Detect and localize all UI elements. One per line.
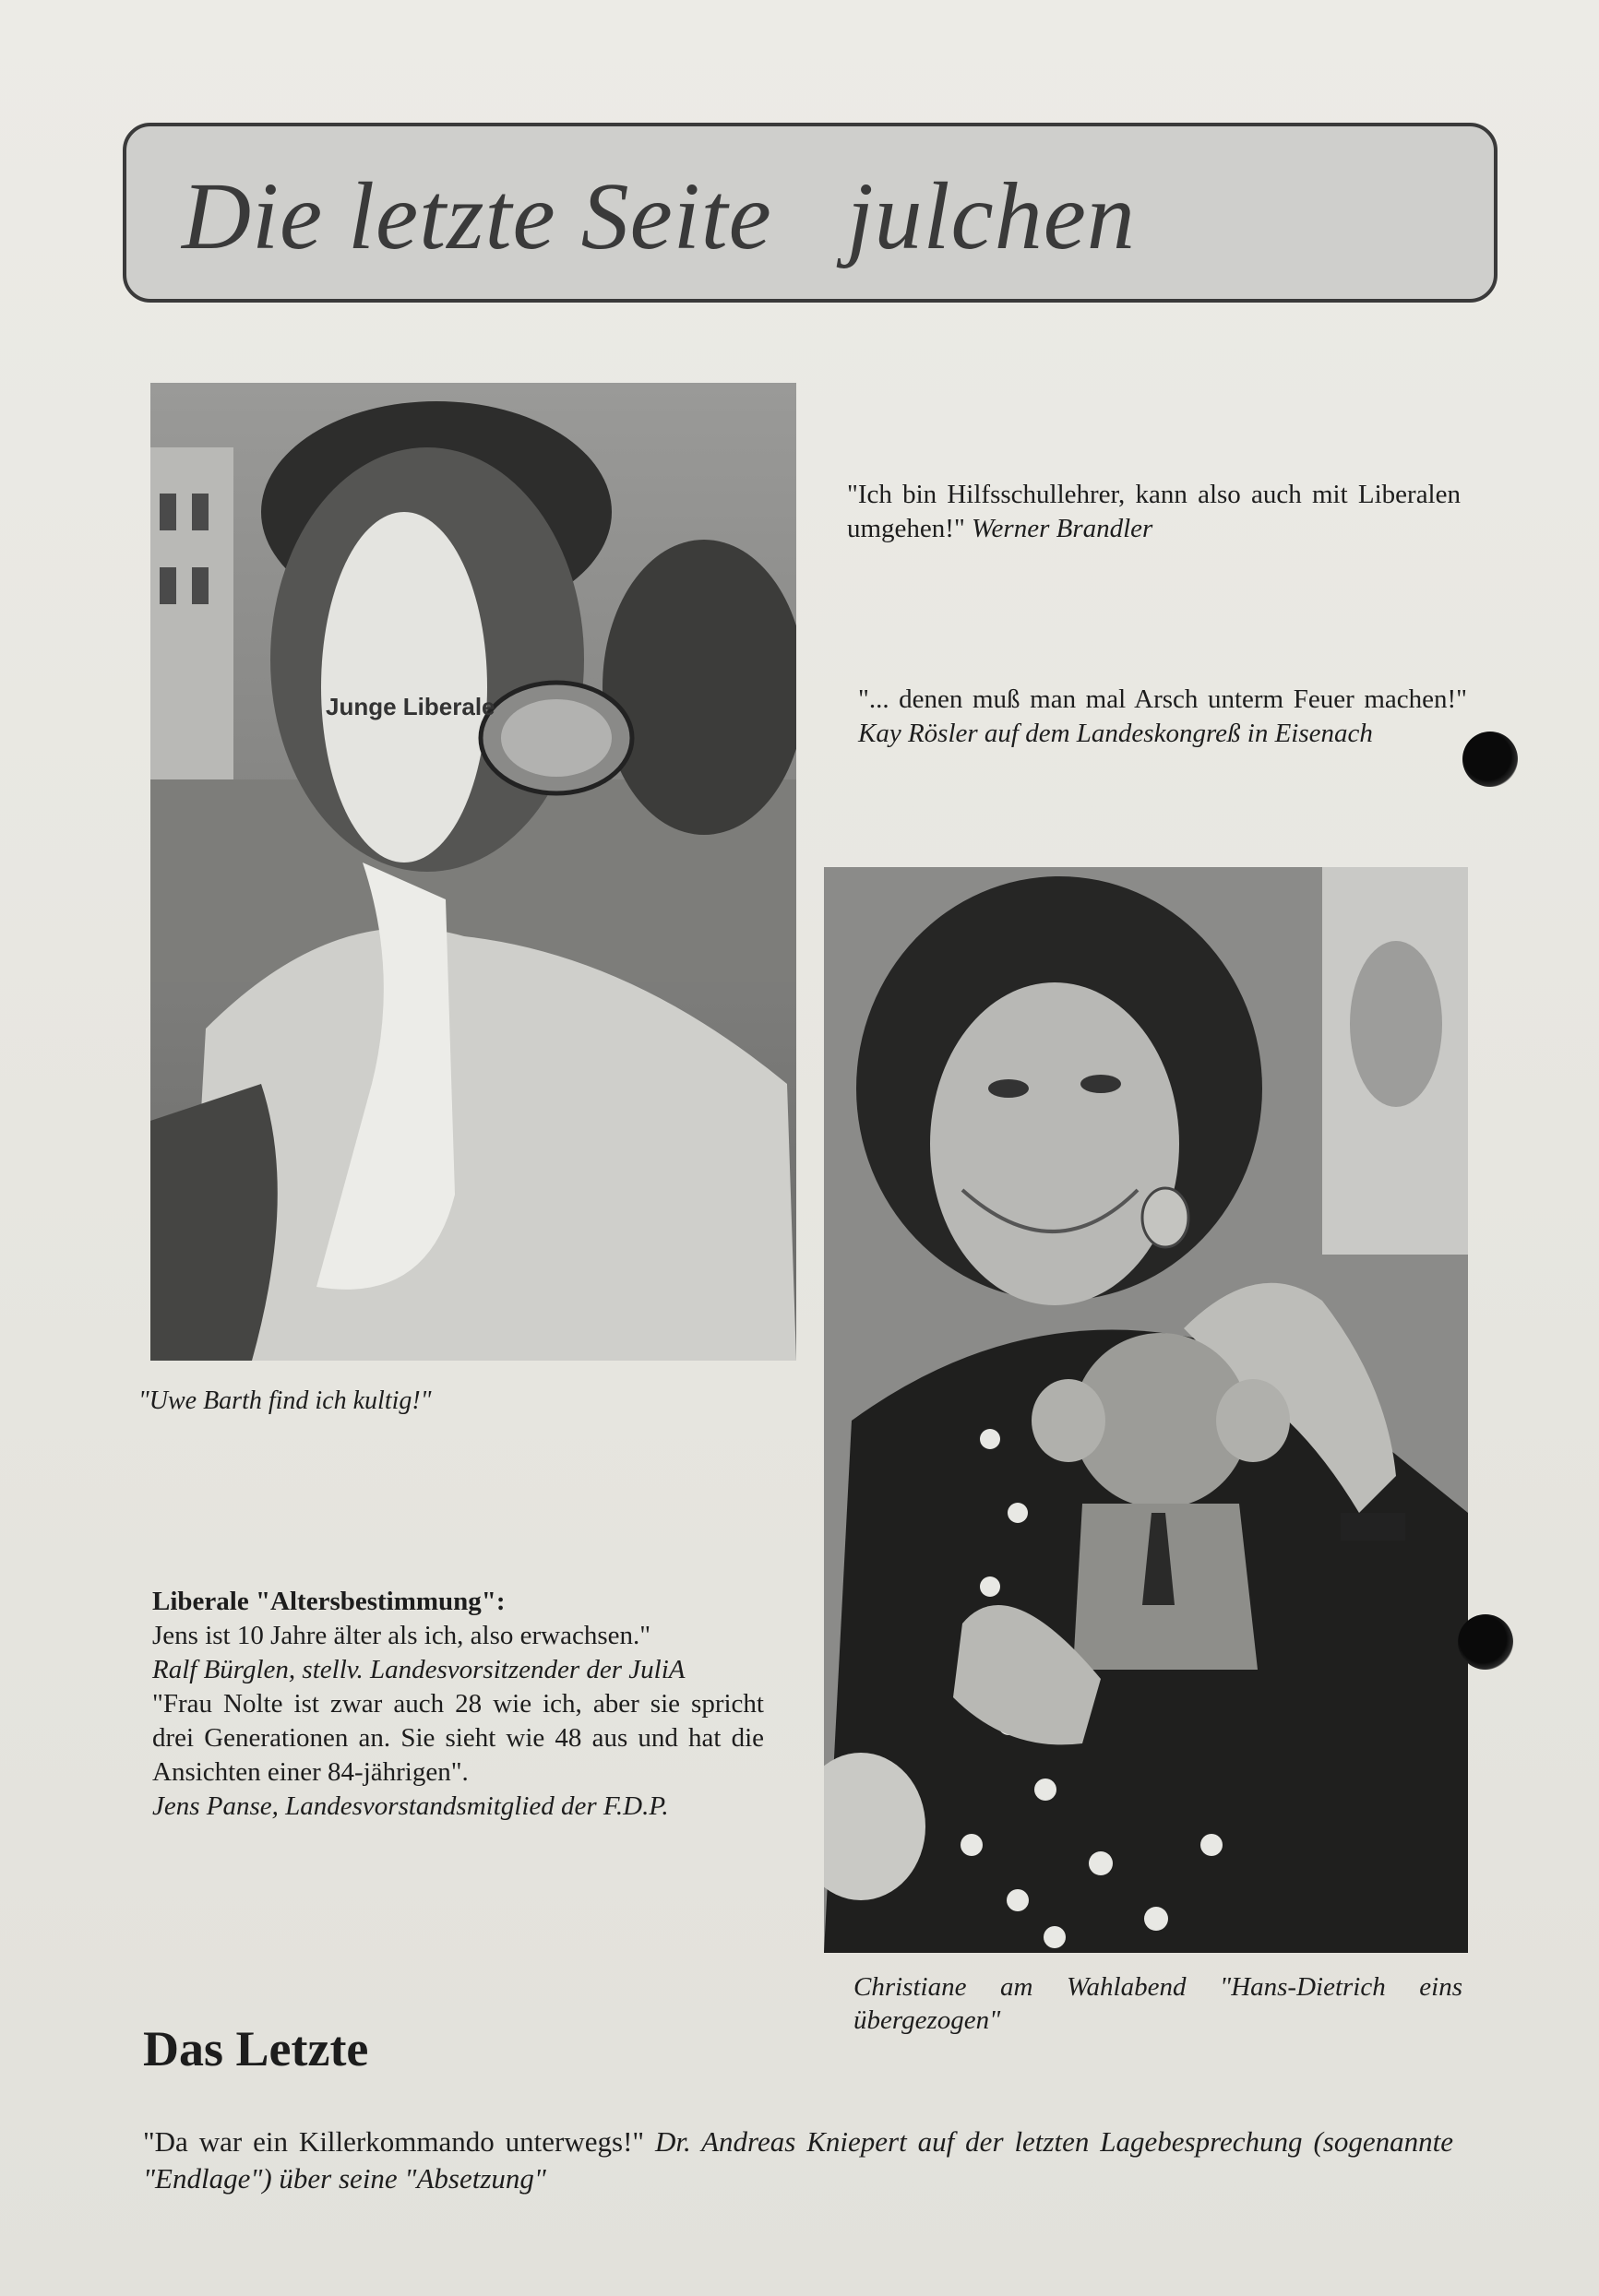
das-letzte-author: Dr. Andreas Kniepert auf der letzten Lagebesprechung (sogenannte "Endlage") über seine "Absetzung" [143,2125,1453,2195]
altersbestimmung-author-2: Jens Panse, Landesvorstandsmitglied der F.D.P. [152,1791,669,1821]
altersbestimmung-section [152,1585,764,1824]
altersbestimmung-author-1: Ralf Bürglen, stellv. Landesvorsitzender der JuliA [152,1655,686,1684]
altersbestimmung-quote-2: "Frau Nolte ist zwar auch 28 wie ich, aber sie spricht drei Generationen an. Sie sieht wie 48 aus und hat die Ansichten einer 84-jährigen". [152,1689,764,1787]
quote-brandler [847,478,1461,546]
altersbestimmung-quote-1: Jens ist 10 Jahre älter als ich, also erwachsen." [152,1621,651,1650]
das-letzte-heading: Das Letzte [143,2021,369,2076]
photo-woman-with-figurine [824,867,1468,1953]
das-letzte-quote [143,2124,1453,2197]
punch-hole-top [1462,732,1518,787]
altersbestimmung-heading: Liberale "Altersbestimmung": [152,1587,506,1616]
header-banner [123,123,1498,303]
quote-roesler-author: Kay Rösler auf dem Landeskongreß in Eisenach [858,719,1373,748]
photo-man-with-balloon [150,383,796,1361]
quote-roesler [858,683,1467,751]
photo2-caption: Christiane am Wahlabend "Hans-Dietrich eins übergezogen" [853,1972,1462,2035]
photo1-caption: "Uwe Barth find ich kultig!" [138,1386,432,1415]
quote-brandler-text: "Ich bin Hilfsschullehrer, kann also auch mit Liberalen umgehen!" [847,480,1461,543]
quote-roesler-text: "... denen muß man mal Arsch unterm Feuer machen!" [858,684,1467,714]
balloon-print: Junge Liberale [326,693,495,720]
punch-hole-bottom [1458,1614,1513,1670]
quote-brandler-author: Werner Brandler [972,514,1153,543]
page-title: Die letzte Seite julchen [182,163,1136,269]
das-letzte-quote-text: "Da war ein Killerkommando unterwegs!" [143,2125,645,2158]
